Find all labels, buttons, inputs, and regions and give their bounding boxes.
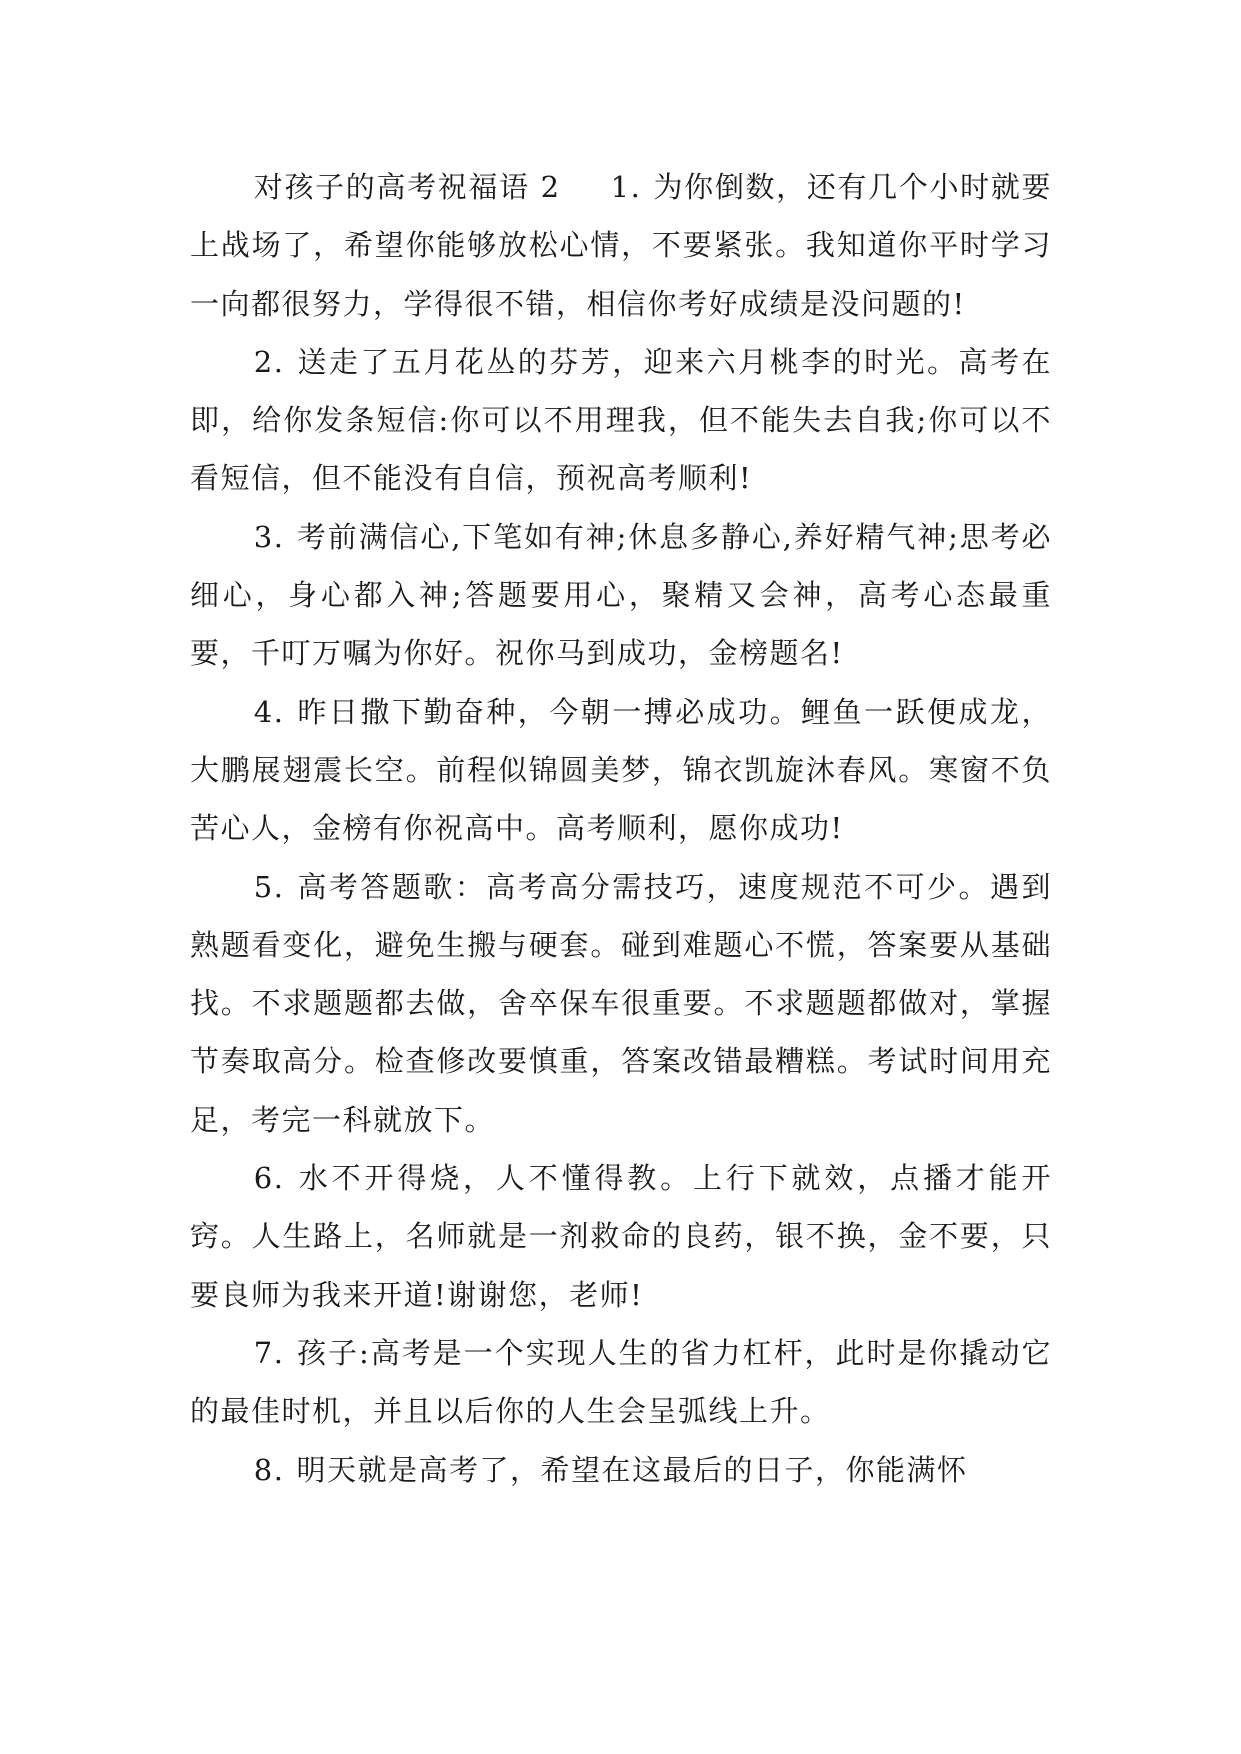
paragraph-1 (190, 158, 1052, 333)
paragraph-text: 考前满信心,下笔如有神;休息多静心,养好精气神;思考必细心，身心都入神;答题要用心，聚精又会神，高考心态最重要，千叮万嘱为你好。祝你马到成功，金榜题名! (190, 519, 1052, 671)
paragraph-text: 送走了五月花丛的芬芳，迎来六月桃李的时光。高考在即，给你发条短信:你可以不用理我，但不能失去自我;你可以不看短信，但不能没有自信，预祝高考顺利! (190, 344, 1052, 496)
paragraph-text: 昨日撒下勤奋种，今朝一搏必成功。鲤鱼一跃便成龙，大鹏展翅震长空。前程似锦圆美梦，锦衣凯旋沐春风。寒窗不负苦心人，金榜有你祝高中。高考顺利，愿你成功! (190, 694, 1052, 846)
paragraph-number: 7. (253, 1335, 285, 1370)
paragraph-number: 2. (253, 344, 285, 379)
paragraph-number: 4. (253, 694, 285, 729)
paragraph-number: 6. (253, 1161, 285, 1196)
paragraph-2 (190, 333, 1052, 508)
paragraph-number: 8. (253, 1452, 285, 1487)
paragraph-text: 为你倒数，还有几个小时就要上战场了，希望你能够放松心情，不要紧张。我知道你平时学习一向都很努力，学得很不错，相信你考好成绩是没问题的! (190, 170, 1052, 321)
document-body (190, 158, 1052, 1499)
paragraph-number: 1. (610, 170, 642, 204)
paragraph-number: 5. (253, 869, 285, 904)
paragraph-7 (190, 1324, 1052, 1441)
paragraph-text: 孩子:高考是一个实现人生的省力杠杆，此时是你撬动它的最佳时机，并且以后你的人生会呈弧线上升。 (190, 1335, 1052, 1429)
paragraph-number: 3. (253, 519, 285, 554)
paragraph-4 (190, 683, 1052, 858)
paragraph-5 (190, 858, 1052, 1149)
paragraph-text: 水不开得烧，人不懂得教。上行下就效，点播才能开窍。人生路上，名师就是一剂救命的良药，银不换，金不要，只要良师为我来开道!谢谢您，老师! (190, 1161, 1052, 1312)
document-heading: 对孩子的高考祝福语 2 (253, 170, 561, 204)
paragraph-8 (190, 1441, 1052, 1499)
paragraph-text: 明天就是高考了，希望在这最后的日子，你能满怀 (296, 1452, 968, 1487)
paragraph-3 (190, 508, 1052, 683)
paragraph-6 (190, 1149, 1052, 1324)
paragraph-text: 高考答题歌：高考高分需技巧，速度规范不可少。遇到熟题看变化，避免生搬与硬套。碰到难题心不慌，答案要从基础找。不求题题都去做，舍卒保车很重要。不求题题都做对，掌握节奏取高分。检查修改要慎重，答案改错最糟糕。考试时间用充足，考完一科就放下。 (190, 869, 1052, 1137)
